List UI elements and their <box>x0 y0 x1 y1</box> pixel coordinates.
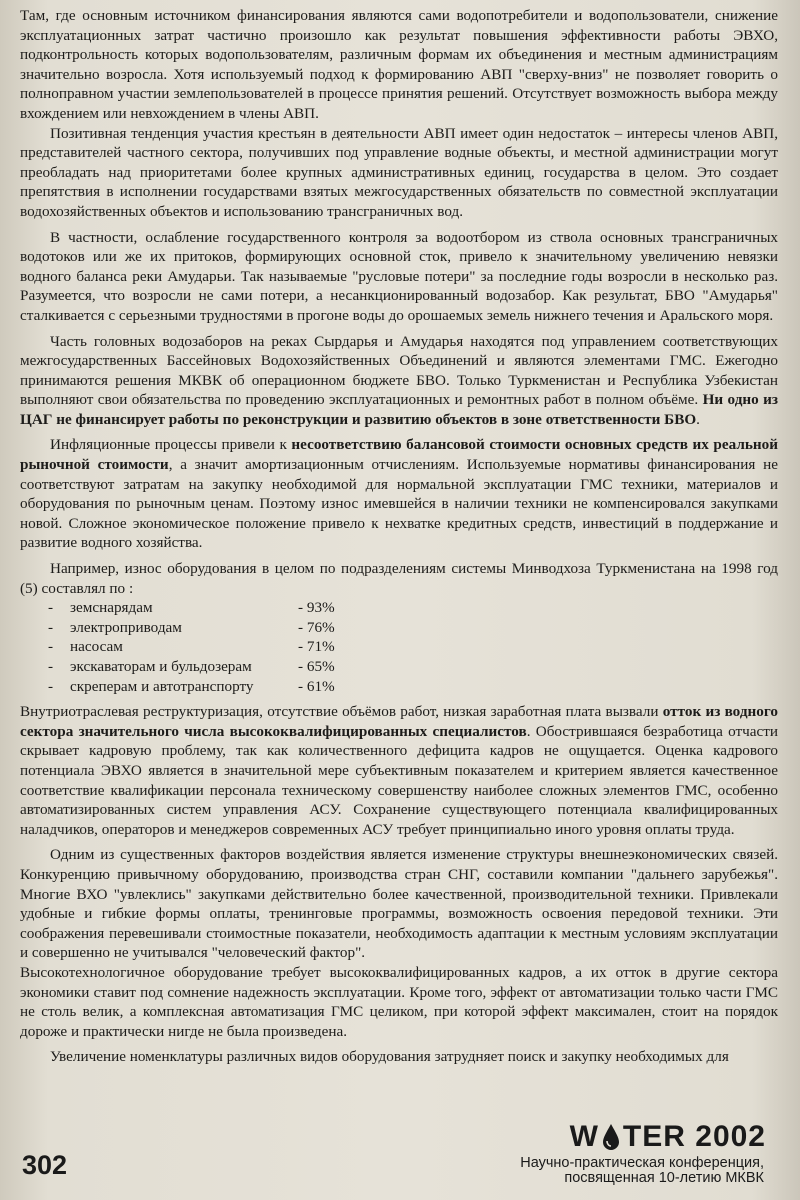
paragraph-4 <box>20 332 778 430</box>
paragraph-2: Позитивная тенденция участия крестьян в деятельности АВП имеет один недостаток – интересы членов АВП, представителей частного сектора, получивших под управление водные объекты, и местной администрации могут преобладать над приоритетами более крупных административных единиц, государства в целом. Это создает препятствия в исполнении государствами взятых межгосударственных обязательств по совместной эксплуатации водохозяйственных объектов и использованию трансграничных вод. <box>20 124 778 220</box>
conference-caption <box>520 1156 764 1186</box>
list-item-name: экскаваторам и бульдозерам <box>70 658 252 675</box>
list-item-name: скреперам и автотранспорту <box>70 677 254 695</box>
paragraph-4-bold: Ни одно из ЦАГ не финансирует работы по реконструкции и развитию объектов в зоне ответственности БВО <box>20 391 779 428</box>
list-item <box>48 657 778 677</box>
paragraph-5-text: Инфляционные процессы привели к <box>50 436 292 454</box>
equipment-wear-list <box>20 598 778 696</box>
page-footer <box>0 1120 800 1200</box>
list-item-value: - 61% <box>298 677 335 695</box>
logo-letter-w: W <box>569 1120 599 1153</box>
paragraph-5-end: , а значит амортизационным отчислениям. Используемые нормативы финансирования не соответствуют затратам на закупку необходимой для нормальной эксплуатации ГМС техники, материалов и оборудования по рыночным ценам. Поэтому износ имевшейся в наличии техники не компенсировался закупками новой. Сложное экономическое положение привело к нехватке кредитных средств, инвестиций в поддержание и развитие водного хозяйства. <box>20 456 779 552</box>
list-dash: - <box>48 677 54 695</box>
paragraph-7-text: Внутриотраслевая реструктуризация, отсутствие объёмов работ, низкая заработная плата вызвали <box>20 703 663 721</box>
paragraph-7-end: . Обострившаяся безработица отчасти скрывает кадровую проблему, так как количественного дефицита кадров не ощущается. Оценка кадрового потенциала ЭВХО является в значительной мере субъективным показателем и критерием является качественное соответствие квалификации персонала техническому совершенству наиболее сложных элементов ГМС, особенно автоматизированных систем управления АСУ. Сохранение существующего потенциала квалифицированных наладчиков, операторов и менеджеров современных АСУ требует принципиально иного уровня оплаты труда. <box>20 722 778 838</box>
paragraph-1: Там, где основным источником финансирования являются сами водопотребители и водопользователи, снижение эксплуатационных затрат частично произошло как результат повышения эффективности работы ЭВХО, подконтрольность которых водопользователям, различным формам их объединения и местным администрациям значительно возросла. Хотя используемый подход к формированию АВП "сверху-вниз" не позволяет говорить о полноправном участии землепользователей в процессе принятия решений. Отсутствует возможность выбора между вхождением или невхождением в члены АВП. <box>20 7 778 122</box>
list-dash: - <box>48 618 54 636</box>
list-item-name: насосам <box>70 638 123 656</box>
list-item-value: - 71% <box>298 638 335 656</box>
list-dash: - <box>48 599 54 617</box>
paragraph-5 <box>20 435 778 553</box>
list-item-value: - 76% <box>298 618 335 636</box>
water-drop-icon <box>600 1122 622 1152</box>
paragraph-4-text: Часть головных водозаборов на реках Сырдарья и Амударья находятся под управлением соответствующих межгосударственных Бассейновых Водохозяйственных Объединений и являются элементами ГМС. Ежегодно принимаются решения МКВК об операционном бюджете БВО. Только Туркменистан и Республика Узбекистан выполняют свои обязательства по проведению эксплуатационных и ремонтных работ в полном объёме. <box>20 332 778 409</box>
paragraph-4-end: . <box>696 410 700 428</box>
conference-line-2: посвященная 10-летию МКВК <box>564 1170 764 1186</box>
list-item-value: - 93% <box>298 599 335 617</box>
paragraph-5-bold: несоответствию балансовой стоимости основных средств их реальной рыночной стоимости <box>20 436 778 474</box>
conference-line-1: Научно-практическая конференция, <box>520 1155 764 1171</box>
paragraph-7 <box>20 702 778 839</box>
list-item-value: - 65% <box>298 658 335 675</box>
paragraph-6: Например, износ оборудования в целом по подразделениям системы Минводхоза Туркменистана на 1998 год (5) составлял по : <box>20 560 778 597</box>
paragraph-9: Высокотехнологичное оборудование требует высококвалифицированных кадров, а их отток в другие сектора экономики ставит под сомнение надежность эксплуатации. Кроме того, эффект от автоматизации только части ГМС не столь велик, а комплексная автоматизация ГМС целиком, при которой эффект максимален, стоит на порядок дороже и практически нигде не была произведена. <box>20 963 778 1040</box>
page-number: 302 <box>22 1150 68 1180</box>
list-item-name: земснарядам <box>70 599 153 617</box>
paragraph-7-bold: отток из водного сектора значительного числа высококвалифицированных специалистов <box>20 703 778 740</box>
paragraph-8: Одним из существенных факторов воздействия является изменение структуры внешнеэкономических связей. Конкуренцию привычному оборудованию, производства стран СНГ, составили компании "дальнего зарубежья". Многие ВХО "увлеклись" закупками действительно более качественной, производительной техники. Привлекали удобные и гибкие формы оплаты, тренинговые программы, возможность освоения передовой техники. Эти соображения перевешивали стоимостные показатели, необходимость адаптации к местным условиям эксплуатации и совершенно не учитывался "человеческий фактор". <box>20 846 778 962</box>
list-item <box>48 618 778 638</box>
list-item <box>48 598 778 618</box>
list-dash: - <box>48 658 54 675</box>
paragraph-10: Увеличение номенклатуры различных видов оборудования затрудняет поиск и закупку необходимых для <box>50 1048 729 1066</box>
list-item <box>48 637 778 657</box>
logo-text: TER 2002 <box>622 1120 766 1153</box>
body-text <box>20 6 778 1067</box>
list-item-name: электроприводам <box>70 618 182 636</box>
water-2002-logo <box>570 1120 766 1154</box>
list-item <box>48 677 778 697</box>
list-dash: - <box>48 638 54 656</box>
paragraph-3: В частности, ослабление государственного контроля за водоотбором из ствола основных трансграничных водотоков или же их притоков, формирующих основной сток, привело к значительному увеличению невязки водного баланса реки Амударьи. Так называемые "русловые потери" за последние годы возросли в несколько раз. Разумеется, что возросли не сами потери, а несанкционированный водозабор. Как результат, БВО "Амударья" сталкивается с серьезными трудностями в прогоне воды до орошаемых земель нижнего течения и Аральского моря. <box>20 228 778 324</box>
